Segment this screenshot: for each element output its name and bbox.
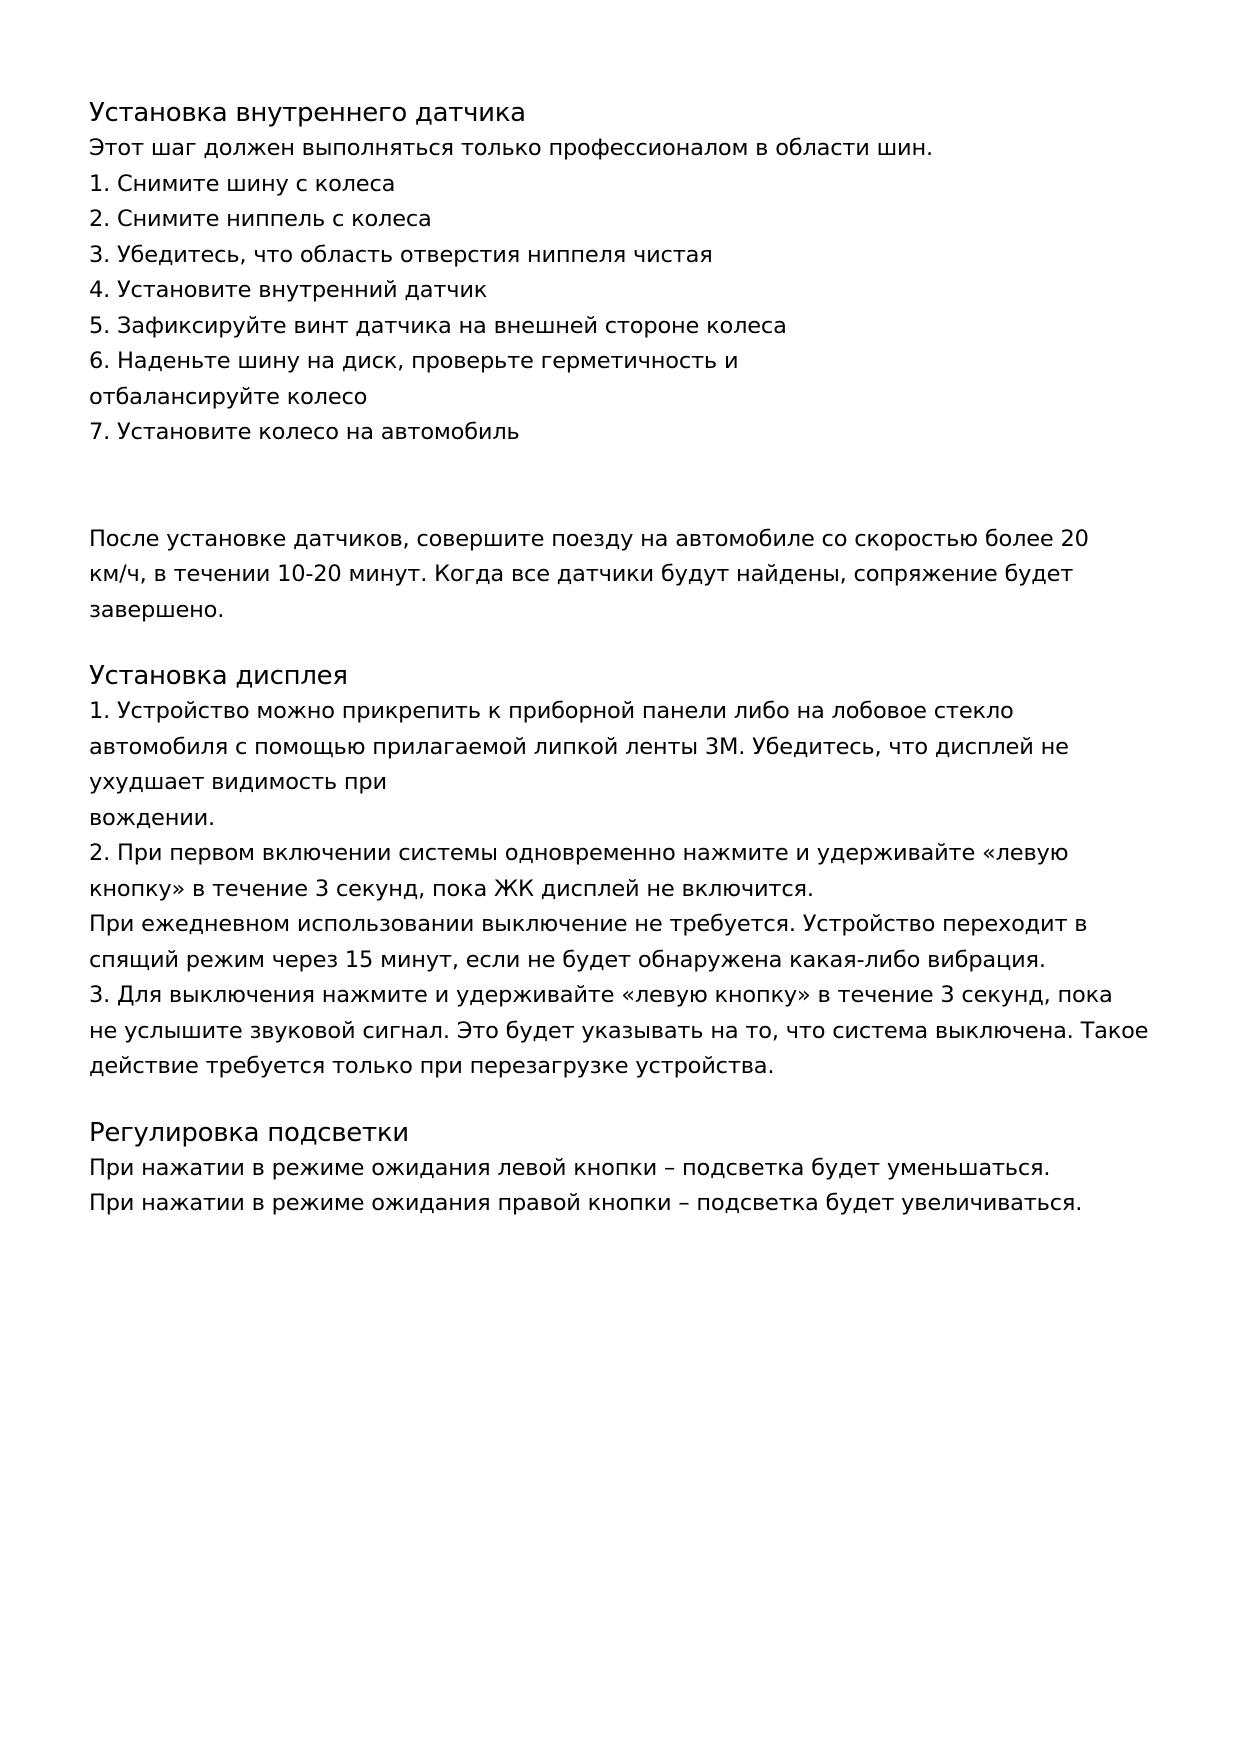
spacer bbox=[89, 451, 1189, 522]
paragraph-line: При нажатии в режиме ожидания правой кнопки – подсветка будет увеличиваться. bbox=[89, 1190, 1083, 1216]
section-internal-sensor-installation bbox=[89, 95, 1189, 451]
intro-line: Этот шаг должен выполняться только профессионалом в области шин. bbox=[89, 135, 933, 161]
paragraph-line: кнопку» в течение 3 секунд, пока ЖК дисплей не включится. bbox=[89, 875, 814, 902]
step-line: 5. Зафиксируйте винт датчика на внешней стороне колеса bbox=[89, 312, 787, 339]
paragraph-line: вождении. bbox=[89, 804, 216, 831]
step-line: 1. Снимите шину с колеса bbox=[89, 170, 396, 197]
paragraph-line: ухудшает видимость при bbox=[89, 769, 387, 795]
section-heading: Установка внутреннего датчика bbox=[89, 98, 526, 128]
paragraph-line: 1. Устройство можно прикрепить к приборной панели либо на лобовое стекло bbox=[89, 698, 1014, 724]
section-display-installation bbox=[89, 658, 1189, 1085]
paragraph-line: км/ч, в течении 10-20 минут. Когда все датчики будут найдены, сопряжение будет bbox=[89, 561, 1074, 587]
spacer bbox=[89, 1085, 1189, 1115]
document-page bbox=[89, 95, 1189, 1222]
step-line: 2. Снимите ниппель с колеса bbox=[89, 206, 432, 232]
paragraph-line: завершено. bbox=[89, 596, 225, 623]
section-backlight-adjustment bbox=[89, 1115, 1189, 1222]
step-line: 4. Установите внутренний датчик bbox=[89, 277, 488, 303]
paragraph-line: При нажатии в режиме ожидания левой кнопки – подсветка будет уменьшаться. bbox=[89, 1154, 1051, 1181]
paragraph-line: действие требуется только при перезагрузке устройства. bbox=[89, 1053, 775, 1079]
paragraph-line: спящий режим через 15 минут, если не будет обнаружена какая-либо вибрация. bbox=[89, 946, 1046, 973]
section-heading: Установка дисплея bbox=[89, 661, 348, 691]
paragraph-pairing bbox=[89, 522, 1189, 629]
paragraph-line: 3. Для выключения нажмите и удерживайте «левую кнопку» в течение 3 секунд, пока bbox=[89, 982, 1113, 1008]
paragraph-line: автомобиля с помощью прилагаемой липкой ленты 3M. Убедитесь, что дисплей не bbox=[89, 733, 1069, 760]
section-heading: Регулировка подсветки bbox=[89, 1117, 409, 1148]
paragraph-line: не услышите звуковой сигнал. Это будет указывать на то, что система выключена. Такое bbox=[89, 1017, 1149, 1044]
step-line: 6. Наденьте шину на диск, проверьте герметичность и bbox=[89, 348, 739, 374]
step-line: 3. Убедитесь, что область отверстия ниппеля чистая bbox=[89, 241, 713, 268]
step-line: 7. Установите колесо на автомобиль bbox=[89, 419, 520, 445]
paragraph-line: После установке датчиков, совершите поезду на автомобиле со скоростью более 20 bbox=[89, 525, 1089, 552]
spacer bbox=[89, 628, 1189, 658]
paragraph-line: При ежедневном использовании выключение не требуется. Устройство переходит в bbox=[89, 911, 1088, 937]
step-line: отбалансируйте колесо bbox=[89, 383, 368, 410]
paragraph-line: 2. При первом включении системы одновременно нажмите и удерживайте «левую bbox=[89, 840, 1069, 866]
